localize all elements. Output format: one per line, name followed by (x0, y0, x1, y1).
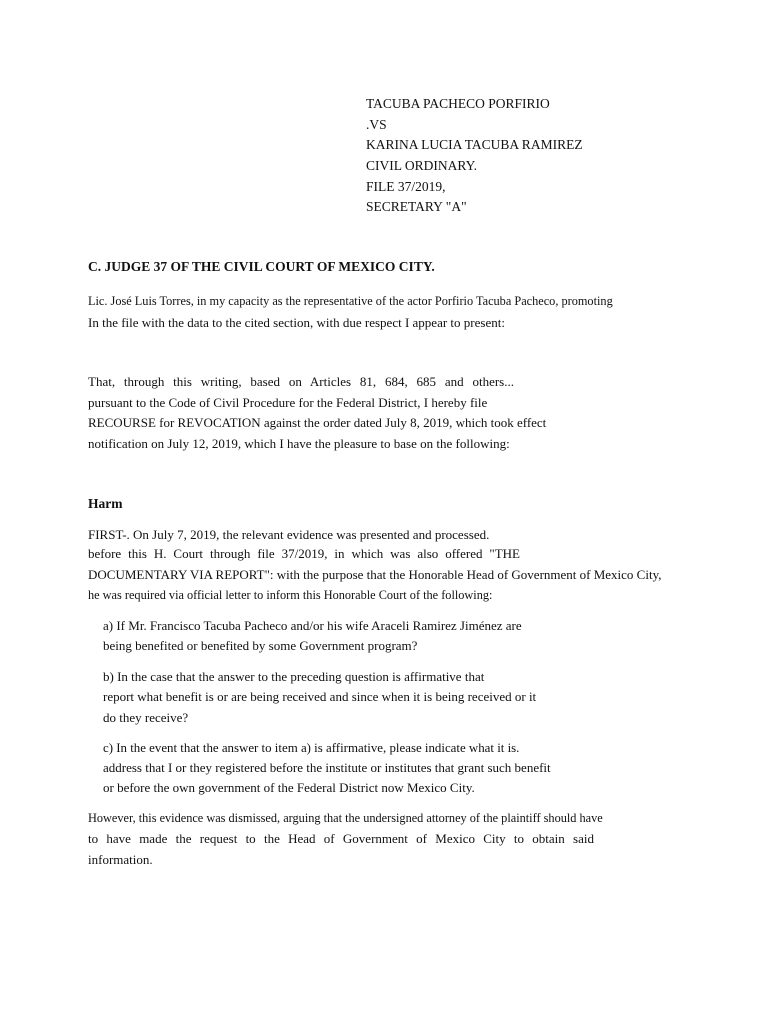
item-c-line: address that I or they registered before the institute or institutes that grant such benefit (103, 760, 551, 775)
header-case-type: CIVIL ORDINARY. (366, 158, 478, 173)
harm-heading: Harm (88, 496, 123, 511)
court-addressee: C. JUDGE 37 OF THE CIVIL COURT OF MEXICO CITY. (88, 259, 435, 274)
header-defendant: KARINA LUCIA TACUBA RAMIREZ (366, 137, 583, 152)
header-plaintiff: TACUBA PACHECO PORFIRIO (366, 96, 550, 111)
first-line: DOCUMENTARY VIA REPORT": with the purpose that the Honorable Head of Government of Mexico City, (88, 567, 662, 582)
item-b-line: b) In the case that the answer to the preceding question is affirmative that (103, 669, 485, 684)
intro-line: Lic. José Luis Torres, in my capacity as the representative of the actor Porfirio Tacuba Pacheco, promoting (88, 294, 613, 308)
item-b-line: do they receive? (103, 710, 189, 725)
first-line: he was required via official letter to inform this Honorable Court of the following: (88, 588, 493, 602)
conclusion-line: information. (88, 852, 153, 867)
petition-line: RECOURSE for REVOCATION against the order dated July 8, 2019, which took effect (88, 415, 547, 430)
header-secretary: SECRETARY "A" (366, 199, 467, 214)
item-a-line: a) If Mr. Francisco Tacuba Pacheco and/or his wife Araceli Ramirez Jiménez are (103, 618, 522, 633)
intro-line: In the file with the data to the cited section, with due respect I appear to present: (88, 315, 505, 330)
item-a-line: being benefited or benefited by some Government program? (103, 638, 418, 653)
header-file-number: FILE 37/2019, (366, 179, 446, 194)
header-versus: .VS (366, 117, 387, 132)
item-c-line: c) In the event that the answer to item a) is affirmative, please indicate what it is. (103, 741, 520, 755)
petition-line: notification on July 12, 2019, which I have the pleasure to base on the following: (88, 436, 510, 451)
item-c-line: or before the own government of the Federal District now Mexico City. (103, 780, 475, 795)
first-line: FIRST-. On July 7, 2019, the relevant evidence was presented and processed. (88, 527, 490, 542)
item-b-line: report what benefit is or are being received and since when it is being received or it (103, 689, 537, 704)
conclusion-line: However, this evidence was dismissed, arguing that the undersigned attorney of the plaintiff should have (88, 811, 603, 825)
first-line: before this H. Court through file 37/2019, in which was also offered "THE (88, 546, 520, 561)
petition-line: pursuant to the Code of Civil Procedure for the Federal District, I hereby file (88, 395, 488, 410)
petition-line: That, through this writing, based on Articles 81, 684, 685 and others... (88, 374, 514, 389)
conclusion-line: to have made the request to the Head of Government of Mexico City to obtain said (88, 831, 594, 846)
